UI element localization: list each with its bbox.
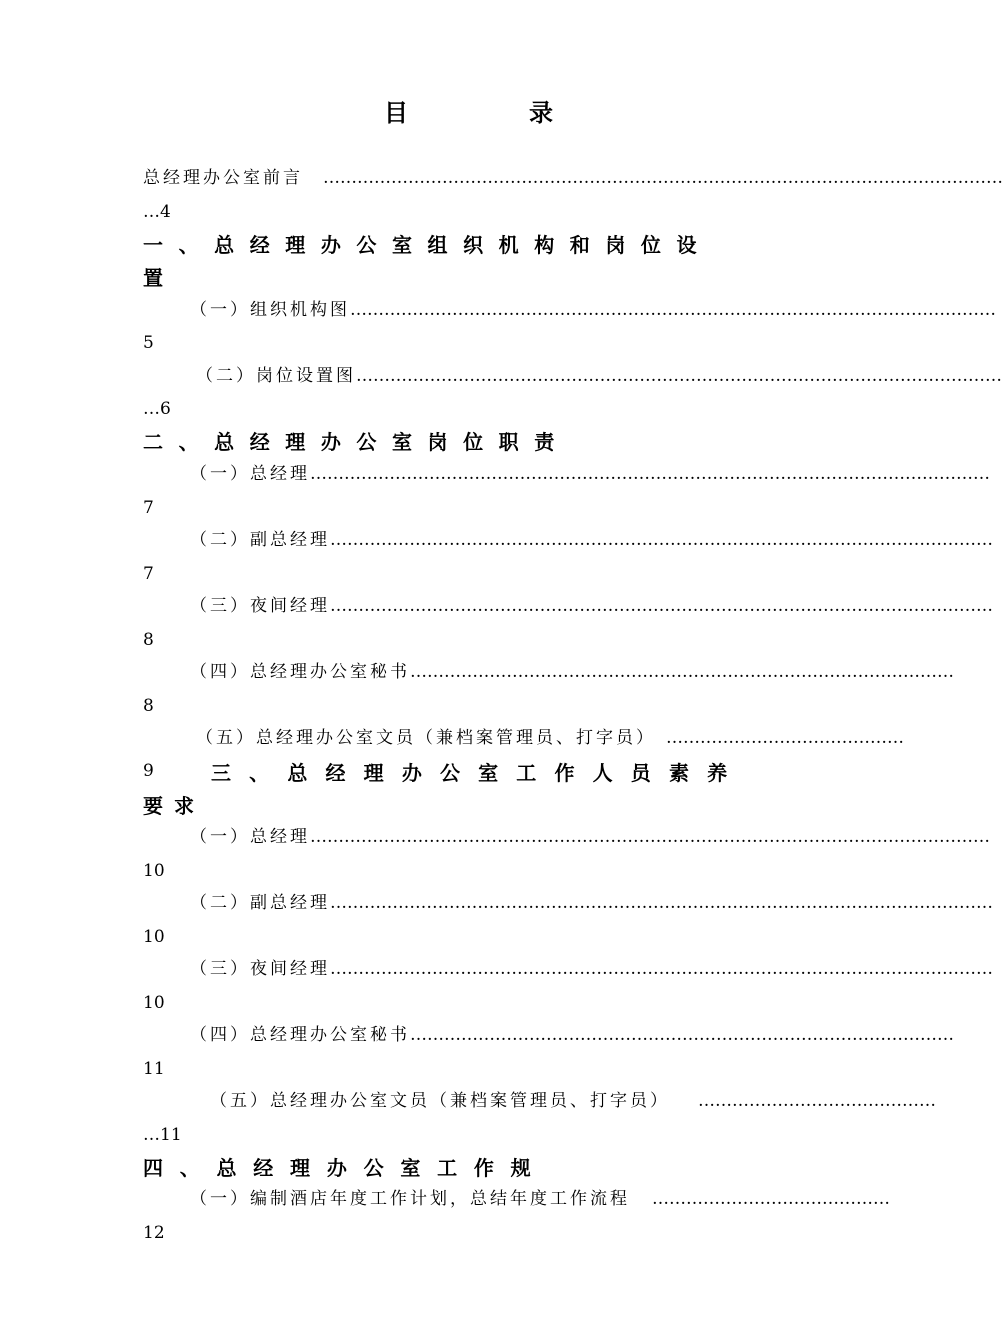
toc-entry-2-5[interactable] [196, 726, 904, 750]
toc-page-number: 10 [143, 927, 165, 947]
section-heading-3-row[interactable] [143, 759, 808, 789]
toc-entry-label: （五）总经理办公室文员（兼档案管理员、打字员） [196, 728, 656, 748]
toc-leader-dots: ……………………………………………………………………………………………………… [330, 596, 993, 616]
toc-leader-dots: …………………………………… [666, 728, 904, 748]
section-heading-1-cont: 置 [143, 266, 163, 290]
toc-page-number: …4 [143, 202, 171, 222]
toc-leader-dots: …………………………………… [698, 1091, 936, 1111]
toc-leader-dots: …………………………………………………………………………………………………… [356, 366, 1002, 386]
toc-entry-label: （三）夜间经理 [190, 596, 330, 616]
toc-entry-3-4[interactable] [190, 1023, 954, 1047]
toc-entry-label: （二）岗位设置图 [196, 366, 356, 386]
toc-page-number: 8 [143, 696, 154, 716]
toc-entry-label: （二）副总经理 [190, 530, 330, 550]
toc-entry-3-3[interactable] [190, 957, 993, 981]
section-heading-3-text: 三 、 总 经 理 办 公 室 工 作 人 员 素 养 [211, 761, 733, 785]
toc-entry-2-3[interactable] [190, 594, 993, 618]
toc-leader-dots: ……………………………………………………………………………………………………… [330, 959, 993, 979]
toc-entry-label: （二）副总经理 [190, 893, 330, 913]
toc-leader-dots: ……………………………………………………………………………………………………… [330, 893, 993, 913]
toc-entry-label: （三）夜间经理 [190, 959, 330, 979]
toc-page-number: 9 [143, 761, 154, 781]
toc-page-number: 5 [143, 333, 154, 353]
toc-title-char-1: 目 [384, 98, 408, 127]
toc-leader-dots: ……………………………………………………………………………………………………… [330, 530, 993, 550]
toc-entry-4-1[interactable] [190, 1187, 890, 1211]
toc-entry-label: （四）总经理办公室秘书 [190, 662, 410, 682]
toc-entry-2-2[interactable] [190, 528, 993, 552]
section-heading-4[interactable]: 四 、 总 经 理 办 公 室 工 作 规 [143, 1156, 536, 1180]
toc-entry-1-1[interactable] [190, 298, 996, 322]
toc-leader-dots: ………………………………………………………………………………………………………… [310, 827, 990, 847]
toc-page-number: 12 [143, 1223, 165, 1243]
toc-entry-label: （一）组织机构图 [190, 300, 350, 320]
toc-leader-dots: ………………………………………………………………………………………………………… [310, 464, 990, 484]
toc-page-number: 10 [143, 993, 165, 1013]
toc-page-number: …11 [143, 1125, 182, 1145]
toc-entry-label: （四）总经理办公室秘书 [190, 1025, 410, 1045]
toc-leader-dots: …………………………………………………………………………………………………… [350, 300, 996, 320]
toc-title [0, 96, 950, 130]
toc-entry-3-1[interactable] [190, 825, 990, 849]
toc-entry-2-4[interactable] [190, 660, 954, 684]
toc-entry-3-5[interactable] [210, 1089, 936, 1113]
toc-entry-1-2[interactable] [196, 364, 1002, 388]
toc-entry-label: 总经理办公室前言 [143, 168, 303, 188]
toc-page-number: 11 [143, 1059, 165, 1079]
toc-leader-dots: …………………………………………………………………………………… [410, 1025, 954, 1045]
toc-entry-preface[interactable] [143, 166, 1003, 190]
toc-entry-label: （一）总经理 [190, 464, 310, 484]
toc-leader-dots: ………………………………………………………………………………………………………… [323, 168, 1003, 188]
toc-entry-3-2[interactable] [190, 891, 993, 915]
toc-entry-label: （一）编制酒店年度工作计划，总结年度工作流程 [190, 1189, 630, 1209]
section-heading-3 [211, 759, 794, 787]
toc-page-number: 8 [143, 630, 154, 650]
section-heading-3-cont: 要 求 [143, 794, 196, 818]
toc-page-number: 10 [143, 861, 165, 881]
toc-page-number: 7 [143, 564, 154, 584]
toc-page-number: …6 [143, 399, 171, 419]
toc-entry-label: （五）总经理办公室文员（兼档案管理员、打字员） [210, 1091, 670, 1111]
toc-page-number: 7 [143, 498, 154, 518]
toc-entry-label: （一）总经理 [190, 827, 310, 847]
toc-entry-2-1[interactable] [190, 462, 990, 486]
toc-leader-dots: …………………………………… [652, 1189, 890, 1209]
toc-title-char-2: 录 [529, 98, 553, 127]
section-heading-2[interactable]: 二 、 总 经 理 办 公 室 岗 位 职 责 [143, 430, 559, 454]
section-heading-1[interactable]: 一 、 总 经 理 办 公 室 组 织 机 构 和 岗 位 设 [143, 233, 701, 257]
toc-leader-dots: …………………………………………………………………………………… [410, 662, 954, 682]
